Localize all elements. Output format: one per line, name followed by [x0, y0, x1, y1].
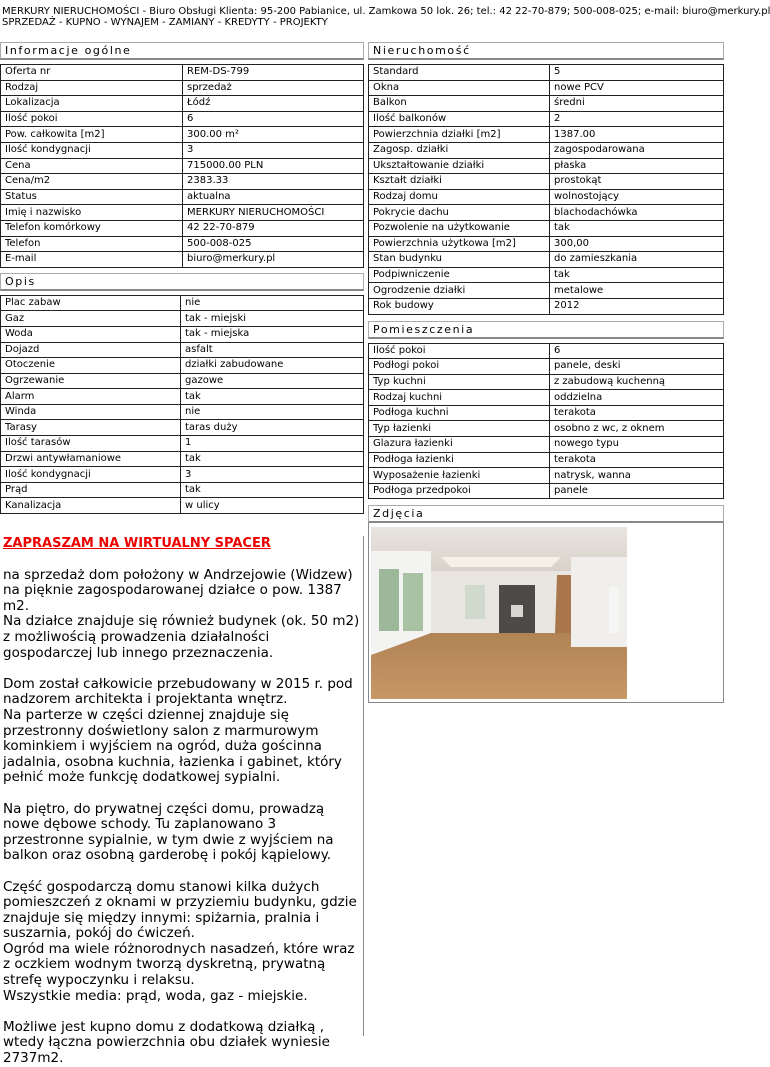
- description-text: Wszystkie media: prąd, woda, gaz - miejskie.: [3, 987, 308, 1004]
- table-row: [369, 374, 724, 390]
- row-value: Łódź: [183, 96, 364, 112]
- page-header: [2, 6, 770, 28]
- row-value: nie: [181, 404, 364, 420]
- row-label: Powierzchnia działki [m2]: [369, 127, 550, 143]
- row-value: oddzielna: [550, 390, 724, 406]
- description-text: Możliwe jest kupno domu z dodatkową działką , wtedy łączna powierzchnia obu działek wyniesie 2737m2.: [3, 1018, 330, 1067]
- table-row: [1, 311, 364, 327]
- row-label: Glazura łazienki: [369, 437, 550, 453]
- table-row: [369, 220, 724, 236]
- section-title-opis: Opis: [0, 273, 364, 291]
- row-label: Oferta nr: [1, 65, 183, 81]
- table-row: [1, 420, 364, 436]
- rooms-table: [368, 343, 724, 500]
- row-value: tak: [181, 482, 364, 498]
- table-row: [369, 65, 724, 81]
- row-label: Rodzaj domu: [369, 189, 550, 205]
- row-label: Telefon: [1, 236, 183, 252]
- row-value: blachodachówka: [550, 205, 724, 221]
- row-label: Ilość pokoi: [1, 111, 183, 127]
- table-row: [1, 295, 364, 311]
- row-label: Alarm: [1, 389, 181, 405]
- row-value: prostokąt: [550, 174, 724, 190]
- table-row: [369, 298, 724, 314]
- row-value: aktualna: [183, 189, 364, 205]
- row-value: działki zabudowane: [181, 358, 364, 374]
- row-label: Gaz: [1, 311, 181, 327]
- table-row: [1, 96, 364, 112]
- table-row: [369, 405, 724, 421]
- row-label: Rodzaj kuchni: [369, 390, 550, 406]
- table-row: [369, 343, 724, 359]
- table-row: [1, 436, 364, 452]
- row-value: 300.00 m²: [183, 127, 364, 143]
- table-row: [1, 326, 364, 342]
- row-label: Pow. całkowita [m2]: [1, 127, 183, 143]
- section-title-rooms: Pomieszczenia: [368, 321, 724, 339]
- table-row: [1, 358, 364, 374]
- row-value: tak - miejski: [181, 311, 364, 327]
- row-label: Plac zabaw: [1, 295, 181, 311]
- row-label: Balkon: [369, 96, 550, 112]
- row-label: Pokrycie dachu: [369, 205, 550, 221]
- row-value: 3: [181, 467, 364, 483]
- table-row: [369, 189, 724, 205]
- description-text: Na piętro, do prywatnej części domu, prowadzą nowe dębowe schody. Tu zaplanowano 3 przestronne sypialnie, w tym dwie z wyjściem na balkon oraz osobną garderobę i pokój kąpielowy.: [3, 800, 334, 864]
- table-row: [1, 65, 364, 81]
- row-label: Wyposażenie łazienki: [369, 468, 550, 484]
- row-label: Kanalizacja: [1, 498, 181, 514]
- virtual-tour-link[interactable]: ZAPRASZAM NA WIRTUALNY SPACER: [3, 536, 271, 552]
- row-value: 2: [550, 111, 724, 127]
- table-row: [369, 283, 724, 299]
- table-row: [1, 236, 364, 252]
- table-row: [369, 236, 724, 252]
- row-label: Cena/m2: [1, 174, 183, 190]
- table-row: [1, 451, 364, 467]
- general-info-table: [0, 64, 364, 268]
- row-value: terakota: [550, 405, 724, 421]
- table-row: [369, 111, 724, 127]
- row-label: E-mail: [1, 252, 183, 268]
- row-label: Kształt działki: [369, 174, 550, 190]
- row-value: 1: [181, 436, 364, 452]
- table-row: [1, 342, 364, 358]
- row-label: Cena: [1, 158, 183, 174]
- row-value: 6: [183, 111, 364, 127]
- description-text: Dom został całkowicie przebudowany w 2015 r. pod nadzorem architekta i projektanta wnętrz.: [3, 675, 353, 708]
- row-value: sprzedaż: [183, 80, 364, 96]
- table-row: [1, 252, 364, 268]
- row-label: Winda: [1, 404, 181, 420]
- row-label: Ilość tarasów: [1, 436, 181, 452]
- row-value: MERKURY NIERUCHOMOŚCI: [183, 205, 364, 221]
- row-label: Typ kuchni: [369, 374, 550, 390]
- table-row: [369, 359, 724, 375]
- right-column: [368, 42, 724, 703]
- table-row: [1, 142, 364, 158]
- row-value: terakota: [550, 452, 724, 468]
- row-label: Powierzchnia użytkowa [m2]: [369, 236, 550, 252]
- row-value: asfalt: [181, 342, 364, 358]
- row-label: Ogrzewanie: [1, 373, 181, 389]
- row-value: natrysk, wanna: [550, 468, 724, 484]
- table-row: [1, 111, 364, 127]
- table-row: [1, 498, 364, 514]
- row-value: 300,00: [550, 236, 724, 252]
- property-table: [368, 64, 724, 315]
- description: [0, 536, 364, 1067]
- row-value: zagospodarowana: [550, 142, 724, 158]
- row-label: Telefon komórkowy: [1, 220, 183, 236]
- table-row: [369, 468, 724, 484]
- row-label: Ilość kondygnacji: [1, 142, 183, 158]
- table-row: [369, 142, 724, 158]
- table-row: [1, 158, 364, 174]
- description-text: Na parterze w części dziennej znajduje się przestronny doświetlony salon z marmurowym kominkiem i wyjściem na ogród, duża gościnna jadalnia, osobna kuchnia, łazienka i gabinet, który pełnić może funkcję dodatkowej sypialni.: [3, 706, 342, 786]
- row-label: Drzwi antywłamaniowe: [1, 451, 181, 467]
- row-value: panele: [550, 483, 724, 499]
- row-value: średni: [550, 96, 724, 112]
- row-value: osobno z wc, z oknem: [550, 421, 724, 437]
- row-label: Stan budynku: [369, 252, 550, 268]
- row-label: Ilość balkonów: [369, 111, 550, 127]
- row-value: 3: [183, 142, 364, 158]
- row-label: Podłoga kuchni: [369, 405, 550, 421]
- header-contact-line: MERKURY NIERUCHOMOŚCI - Biuro Obsługi Klienta: 95-200 Pabianice, ul. Zamkowa 50 lok. 26; tel.: 42 22-70-879; 500-008-025; e-mail: biuro@merkury.pl: [2, 6, 770, 17]
- row-label: Ogrodzenie działki: [369, 283, 550, 299]
- row-value: 6: [550, 343, 724, 359]
- row-label: Tarasy: [1, 420, 181, 436]
- row-value: 1387.00: [550, 127, 724, 143]
- row-label: Ilość kondygnacji: [1, 467, 181, 483]
- row-label: Podłogi pokoi: [369, 359, 550, 375]
- table-row: [1, 482, 364, 498]
- table-row: [1, 127, 364, 143]
- row-label: Typ łazienki: [369, 421, 550, 437]
- row-value: 5: [550, 65, 724, 81]
- row-label: Podpiwniczenie: [369, 267, 550, 283]
- table-row: [1, 389, 364, 405]
- row-value: nie: [181, 295, 364, 311]
- interior-photo[interactable]: [371, 527, 627, 699]
- row-label: Dojazd: [1, 342, 181, 358]
- row-value: 2012: [550, 298, 724, 314]
- description-text: Na działce znajduje się również budynek (ok. 50 m2) z możliwością prowadzenia działalności gospodarczej lub innego przeznaczenia.: [3, 613, 360, 661]
- row-value: panele, deski: [550, 359, 724, 375]
- row-value: płaska: [550, 158, 724, 174]
- row-value: metalowe: [550, 283, 724, 299]
- row-label: Ilość pokoi: [369, 343, 550, 359]
- table-row: [369, 437, 724, 453]
- row-label: Zagosp. działki: [369, 142, 550, 158]
- row-value: biuro@merkury.pl: [183, 252, 364, 268]
- row-value: gazowe: [181, 373, 364, 389]
- table-row: [369, 205, 724, 221]
- table-row: [369, 421, 724, 437]
- row-value: tak: [550, 267, 724, 283]
- description-text: Ogród ma wiele różnorodnych nasadzeń, które wraz z oczkiem wodnym tworzą dyskretną, prywatną strefę wypoczynku i relaksu.: [3, 940, 355, 989]
- row-value: nowe PCV: [550, 80, 724, 96]
- row-value: tak - miejska: [181, 326, 364, 342]
- table-row: [1, 220, 364, 236]
- row-value: 500-008-025: [183, 236, 364, 252]
- row-label: Woda: [1, 326, 181, 342]
- table-row: [369, 252, 724, 268]
- table-row: [1, 189, 364, 205]
- opis-table: [0, 295, 364, 514]
- table-row: [369, 483, 724, 499]
- row-label: Rodzaj: [1, 80, 183, 96]
- table-row: [369, 96, 724, 112]
- living-room-image: [371, 527, 627, 699]
- header-services-line: SPRZEDAŻ - KUPNO - WYNAJEM - ZAMIANY - KREDYTY - PROJEKTY: [2, 17, 328, 28]
- row-value: REM-DS-799: [183, 65, 364, 81]
- table-row: [369, 80, 724, 96]
- row-value: nowego typu: [550, 437, 724, 453]
- table-row: [369, 390, 724, 406]
- table-row: [1, 205, 364, 221]
- row-label: Pozwolenie na użytkowanie: [369, 220, 550, 236]
- table-row: [369, 267, 724, 283]
- table-row: [1, 174, 364, 190]
- row-value: tak: [181, 451, 364, 467]
- table-row: [369, 174, 724, 190]
- row-label: Okna: [369, 80, 550, 96]
- row-value: z zabudową kuchenną: [550, 374, 724, 390]
- section-title-general: Informacje ogólne: [0, 42, 364, 60]
- section-title-photos: Zdjęcia: [368, 505, 724, 523]
- row-label: Prąd: [1, 482, 181, 498]
- row-value: 2383.33: [183, 174, 364, 190]
- row-label: Rok budowy: [369, 298, 550, 314]
- row-value: 42 22-70-879: [183, 220, 364, 236]
- row-label: Lokalizacja: [1, 96, 183, 112]
- row-label: Otoczenie: [1, 358, 181, 374]
- description-text: Część gospodarczą domu stanowi kilka dużych pomieszczeń z oknami w przyziemiu budynku, gdzie znajduje się między innymi: spiżarnia, pralnia i suszarnia, pokój do ćwiczeń.: [3, 878, 357, 942]
- section-title-property: Nieruchomość: [368, 42, 724, 60]
- photo-gallery: [368, 523, 724, 703]
- row-value: w ulicy: [181, 498, 364, 514]
- row-value: tak: [181, 389, 364, 405]
- row-label: Standard: [369, 65, 550, 81]
- left-column: [0, 42, 364, 1067]
- table-row: [369, 158, 724, 174]
- row-value: tak: [550, 220, 724, 236]
- table-row: [1, 80, 364, 96]
- description-text: na sprzedaż dom położony w Andrzejowie (Widzew) na pięknie zagospodarowanej działce o pow. 1387 m2.: [3, 566, 353, 614]
- row-label: Status: [1, 189, 183, 205]
- table-row: [1, 373, 364, 389]
- table-row: [369, 452, 724, 468]
- row-value: wolnostojący: [550, 189, 724, 205]
- row-value: 715000.00 PLN: [183, 158, 364, 174]
- row-label: Podłoga łazienki: [369, 452, 550, 468]
- row-label: Podłoga przedpokoi: [369, 483, 550, 499]
- row-value: do zamieszkania: [550, 252, 724, 268]
- row-label: Imię i nazwisko: [1, 205, 183, 221]
- table-row: [1, 467, 364, 483]
- row-value: taras duży: [181, 420, 364, 436]
- table-row: [1, 404, 364, 420]
- table-row: [369, 127, 724, 143]
- row-label: Ukształtowanie działki: [369, 158, 550, 174]
